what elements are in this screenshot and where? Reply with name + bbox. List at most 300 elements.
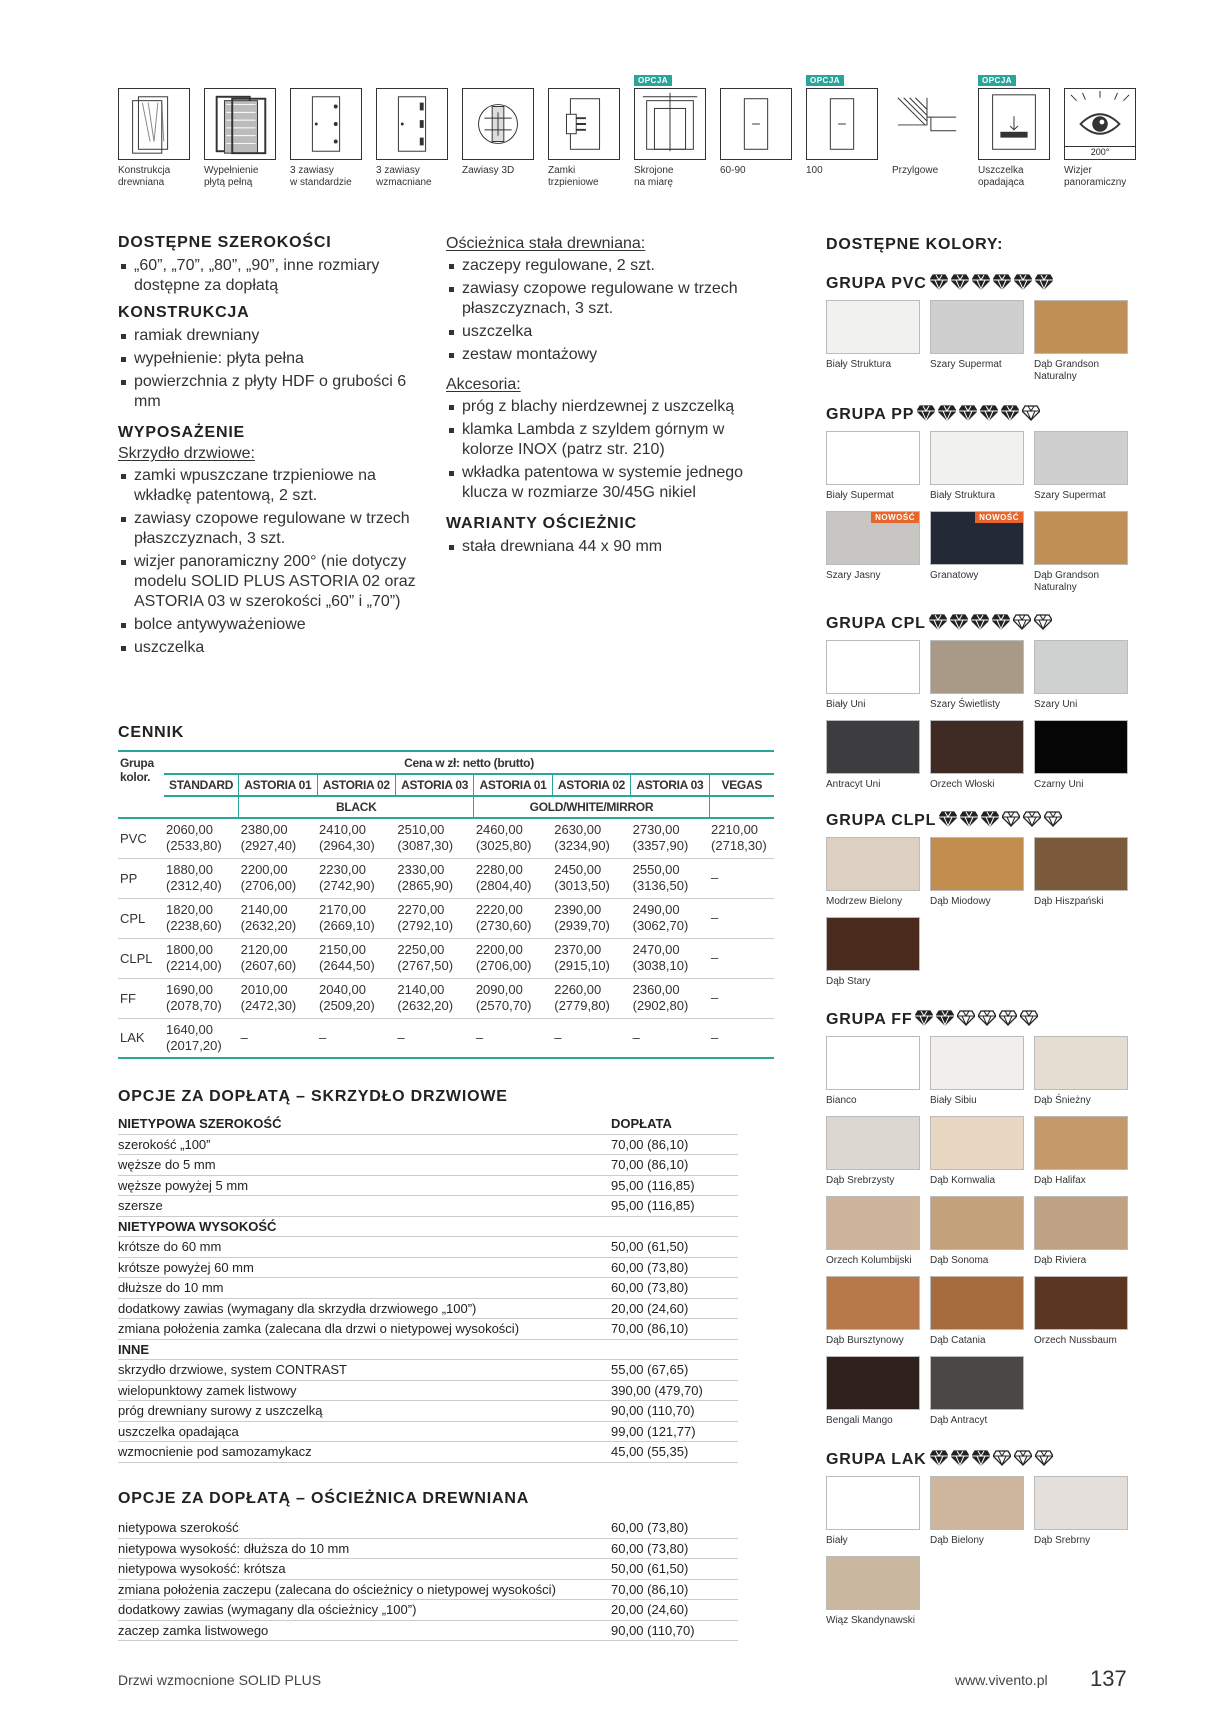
color-swatch-label: Orzech Kolumbijski — [826, 1255, 912, 1266]
color-swatch-label: Dąb Antracyt — [930, 1415, 988, 1426]
color-swatch-label: Modrzew Bielony — [826, 896, 903, 907]
color-group-title — [826, 405, 1040, 426]
construction-list — [118, 326, 418, 412]
color-swatch[interactable] — [826, 1556, 920, 1610]
color-swatch[interactable] — [1034, 1276, 1128, 1330]
price-cell — [317, 818, 395, 858]
diamond-icon — [930, 274, 948, 295]
color-swatch-label: Dąb Stary — [826, 976, 871, 987]
color-swatch-label: Dąb Miodowy — [930, 896, 991, 907]
price-cell — [395, 1018, 473, 1058]
price-cell — [631, 818, 709, 858]
color-swatch[interactable] — [826, 1116, 920, 1170]
option-label: zmiana położenia zaczepu (zalecana do ościeżnicy o nietypowej wysokości) — [118, 1581, 556, 1597]
option-label: szerokość „100” — [118, 1136, 211, 1152]
color-swatch[interactable] — [1034, 300, 1128, 354]
diamond-icon — [1023, 811, 1041, 832]
option-row — [118, 1401, 738, 1422]
price-cell — [474, 858, 552, 898]
color-swatch-label: Szary Supermat — [930, 359, 1002, 370]
option-label: NIETYPOWA SZEROKOŚĆ — [118, 1116, 282, 1131]
width-100-icon — [806, 88, 878, 160]
color-swatch[interactable] — [826, 837, 920, 891]
color-group-name: GRUPA CPL — [826, 615, 926, 632]
color-swatch[interactable] — [826, 1196, 920, 1250]
color-swatch-label: Biały Struktura — [930, 490, 996, 501]
price-cell — [164, 938, 239, 978]
color-group-title — [826, 1010, 1038, 1031]
color-swatch[interactable] — [826, 511, 920, 565]
column-header: VEGAS — [709, 774, 774, 796]
price-gross: (3087,30) — [397, 838, 454, 854]
option-label: węższe do 5 mm — [118, 1157, 216, 1172]
bolt-lock-icon — [548, 88, 620, 160]
price-net: 2450,00 — [554, 862, 602, 877]
color-swatch[interactable] — [1034, 720, 1128, 774]
color-swatch-label: Dąb Hiszpański — [1034, 896, 1104, 907]
price-net: 2200,00 — [475, 942, 523, 957]
option-row — [118, 1278, 738, 1299]
custom-size-icon — [634, 88, 706, 160]
option-price: 60,00 (73,80) — [611, 1520, 689, 1535]
accessories-title: Akcesoria: — [446, 376, 521, 393]
color-swatch-label: Biały Sibiu — [930, 1095, 977, 1106]
color-swatch[interactable] — [930, 431, 1024, 485]
middle-column — [446, 234, 746, 560]
price-net: – — [475, 1029, 484, 1045]
color-swatch-label: Wiąz Skandynawski — [826, 1615, 915, 1626]
column-header: ASTORIA 03 — [631, 774, 709, 796]
diamond-icon — [993, 1450, 1011, 1471]
width-60-90-icon — [720, 88, 792, 160]
price-cell — [239, 858, 317, 898]
diamond-icon — [960, 811, 978, 832]
option-label: NIETYPOWA WYSOKOŚĆ — [118, 1218, 277, 1234]
price-net: 2470,00 — [632, 942, 680, 957]
price-gross: (2570,70) — [475, 998, 532, 1013]
color-swatch-label: Szary Jasny — [826, 570, 881, 581]
price-gross: (2706,00) — [475, 958, 532, 973]
option-label: węższe powyżej 5 mm — [118, 1177, 249, 1193]
color-swatch-label: Szary Świetlisty — [930, 699, 1001, 710]
option-price: 50,00 (61,50) — [611, 1561, 689, 1576]
feature-label: Wypełnienie płytą pełną — [204, 165, 259, 188]
bullet-item: bolce antywyważeniowe — [118, 615, 418, 635]
price-cell — [395, 898, 473, 938]
door-leaf-list — [118, 466, 418, 658]
price-row — [118, 1018, 774, 1058]
frame-options-table — [118, 1518, 738, 1641]
price-gross: (3357,90) — [632, 838, 689, 854]
price-gross: (2644,50) — [319, 958, 375, 973]
price-net: 1800,00 — [166, 942, 213, 957]
price-cell — [474, 818, 552, 858]
diamond-icon — [959, 405, 977, 426]
black-header: BLACK — [239, 796, 474, 818]
peephole-icon — [1064, 88, 1136, 160]
option-label: zmiana położenia zamka (zalecana dla drzwi o nietypowej wysokości) — [118, 1321, 520, 1336]
price-gross: (2509,20) — [319, 998, 375, 1013]
gold-header: GOLD/WHITE/MIRROR — [474, 796, 709, 818]
color-swatch[interactable] — [826, 1036, 920, 1090]
price-net: 2210,00 — [711, 822, 759, 838]
color-swatch[interactable] — [930, 1036, 1024, 1090]
bullet-item: powierzchnia z płyty HDF o grubości 6 mm — [118, 372, 418, 412]
leaf-options-table — [118, 1114, 738, 1463]
diamond-icon — [981, 811, 999, 832]
price-net: 2330,00 — [397, 862, 445, 877]
price-row — [118, 978, 774, 1018]
option-row — [118, 1422, 738, 1443]
price-gross: (3038,10) — [632, 958, 689, 973]
price-net: 2120,00 — [240, 942, 288, 957]
price-cell — [631, 1018, 709, 1058]
price-net: – — [711, 870, 719, 885]
price-cell — [164, 978, 239, 1018]
price-gross: (2742,90) — [319, 878, 375, 893]
price-gross: (2902,80) — [632, 998, 689, 1013]
option-row — [118, 1621, 738, 1642]
price-net: 2040,00 — [319, 982, 367, 997]
feature-label: Zawiasy 3D — [462, 165, 515, 176]
option-row — [118, 1539, 738, 1560]
diamond-icon — [957, 1010, 975, 1031]
option-label: dłuższe do 10 mm — [118, 1280, 224, 1295]
price-net: 2140,00 — [397, 982, 445, 997]
price-net: 1690,00 — [166, 982, 213, 997]
bullet-item: stała drewniana 44 x 90 mm — [446, 537, 746, 557]
option-price: 70,00 (86,10) — [611, 1321, 689, 1336]
price-net: 2090,00 — [475, 982, 523, 997]
color-swatch[interactable] — [826, 300, 920, 354]
option-row — [118, 1319, 738, 1340]
option-label: nietypowa szerokość — [118, 1520, 239, 1535]
color-swatch[interactable] — [930, 720, 1024, 774]
color-swatch-label: Antracyt Uni — [826, 779, 881, 790]
color-swatch[interactable] — [930, 640, 1024, 694]
option-row — [118, 1360, 738, 1381]
price-net: 2060,00 — [166, 822, 213, 838]
color-swatch-label: Dąb Riviera — [1034, 1255, 1087, 1266]
price-gross: (2312,40) — [166, 878, 222, 893]
color-group-name: GRUPA CLPL — [826, 812, 937, 829]
diamond-icon — [1034, 614, 1052, 635]
price-gross: (2472,30) — [240, 998, 297, 1013]
feature-label: 60-90 — [720, 165, 746, 176]
color-swatch-label: Orzech Nussbaum — [1034, 1335, 1117, 1346]
diamond-icon — [1013, 614, 1031, 635]
left-column — [118, 234, 418, 661]
price-cell — [631, 938, 709, 978]
price-cell — [709, 858, 774, 898]
color-swatch[interactable] — [826, 431, 920, 485]
price-net: – — [711, 950, 719, 965]
diamond-icon — [929, 614, 947, 635]
option-row — [118, 1442, 738, 1463]
column-header-row — [118, 774, 774, 796]
option-label: INNE — [118, 1341, 150, 1357]
color-swatch[interactable] — [930, 837, 1024, 891]
feature-label: Wizjer panoramiczny — [1064, 165, 1127, 188]
price-cell — [552, 898, 630, 938]
bullet-item: zestaw montażowy — [446, 345, 746, 365]
feature-8 — [720, 88, 792, 177]
price-cell — [164, 818, 239, 858]
bullet-item: klamka Lambda z szyldem górnym w kolorze INOX (patrz str. 210) — [446, 420, 746, 460]
column-header: STANDARD — [164, 774, 239, 796]
option-section-header — [118, 1114, 738, 1135]
color-swatch-label: Orzech Włoski — [930, 779, 995, 790]
option-row — [118, 1155, 738, 1176]
frame-options-title: OPCJE ZA DOPŁATĄ – OŚCIEŻNICA DREWNIANA — [118, 1490, 530, 1507]
color-swatch-label: Dąb Bielony — [930, 1535, 984, 1546]
price-gross: (2792,10) — [397, 918, 454, 933]
price-net: 2270,00 — [397, 902, 445, 917]
feature-10 — [892, 88, 964, 177]
feature-4 — [376, 88, 448, 189]
bullet-item: wkładka patentowa w systemie jednego klucza w rozmiarze 30/45G nikiel — [446, 463, 746, 503]
accessories-list — [446, 397, 746, 503]
construction-title: KONSTRUKCJA — [118, 304, 250, 321]
price-net: 2630,00 — [554, 822, 602, 838]
price-cell — [709, 818, 774, 858]
price-cell — [317, 978, 395, 1018]
column-header: ASTORIA 02 — [552, 774, 630, 796]
frame-variants-title: WARIANTY OŚCIEŻNIC — [446, 515, 638, 532]
option-label: nietypowa wysokość: dłuższa do 10 mm — [118, 1540, 350, 1556]
option-price: 60,00 (73,80) — [611, 1259, 689, 1275]
feature-2 — [204, 88, 276, 189]
feature-label: Konstrukcja drewniana — [118, 165, 171, 188]
color-swatch[interactable] — [1034, 837, 1128, 891]
color-swatch[interactable] — [826, 1356, 920, 1410]
rebate-icon — [892, 88, 964, 160]
price-cell — [239, 818, 317, 858]
price-gross: (2214,00) — [166, 958, 222, 973]
option-price: 20,00 (24,60) — [611, 1300, 689, 1316]
price-cell — [164, 898, 239, 938]
color-swatch[interactable] — [826, 917, 920, 971]
option-price: 90,00 (110,70) — [611, 1403, 695, 1418]
color-swatch[interactable] — [826, 1276, 920, 1330]
price-gross: (2730,60) — [475, 918, 532, 933]
option-label: szersze — [118, 1198, 163, 1213]
price-cell — [317, 938, 395, 978]
price-gross: (2939,70) — [554, 918, 610, 933]
price-cell — [395, 818, 473, 858]
price-cell — [239, 1018, 317, 1058]
price-net: 2150,00 — [319, 942, 367, 957]
price-group: LAK — [118, 1018, 164, 1058]
option-price: 95,00 (116,85) — [611, 1198, 695, 1213]
option-section-header — [118, 1217, 738, 1238]
option-price: 70,00 (86,10) — [611, 1157, 689, 1172]
color-swatch[interactable] — [826, 640, 920, 694]
price-cell — [552, 1018, 630, 1058]
price-cell — [709, 898, 774, 938]
price-net: 2410,00 — [319, 822, 367, 838]
price-net: 1880,00 — [166, 862, 213, 877]
color-swatch-label: Dąb Catania — [930, 1335, 986, 1346]
bullet-item: zawiasy czopowe regulowane w trzech płaszczyznach, 3 szt. — [118, 509, 418, 549]
price-cell — [552, 978, 630, 1018]
price-caption: Cena w zł: netto (brutto) — [164, 752, 774, 774]
option-price — [611, 1217, 735, 1237]
price-net: 1820,00 — [166, 902, 213, 917]
feature-label: Przylgowe — [892, 165, 939, 176]
widths-list — [118, 256, 418, 296]
color-swatch[interactable] — [826, 720, 920, 774]
color-swatch[interactable] — [1034, 1036, 1128, 1090]
diamond-icon — [915, 1010, 933, 1031]
color-swatch[interactable] — [930, 1196, 1024, 1250]
diamond-icon — [951, 1450, 969, 1471]
option-price: 99,00 (121,77) — [611, 1423, 696, 1439]
color-swatch[interactable] — [1034, 511, 1128, 565]
option-label: dodatkowy zawias (wymagany dla ościeżnicy „100”) — [118, 1602, 417, 1617]
hinge-3d-icon — [462, 88, 534, 160]
diamond-icon — [1020, 1010, 1038, 1031]
color-swatch[interactable] — [1034, 431, 1128, 485]
price-net: 2280,00 — [475, 862, 523, 877]
color-swatch-label: Bianco — [826, 1095, 857, 1106]
door-leaf-title: Skrzydło drzwiowe: — [118, 445, 255, 462]
full-board-icon — [204, 88, 276, 160]
price-table — [118, 752, 774, 1059]
price-gross: (2767,50) — [397, 958, 454, 973]
price-net: – — [554, 1029, 562, 1045]
price-gross: (2964,30) — [319, 838, 375, 854]
footer-product: Drzwi wzmocnione SOLID PLUS — [118, 1672, 322, 1688]
bullet-item: uszczelka — [446, 322, 746, 342]
color-swatch[interactable] — [1034, 640, 1128, 694]
price-cell — [552, 858, 630, 898]
color-swatch[interactable] — [1034, 1196, 1128, 1250]
price-gross: (2915,10) — [554, 958, 610, 973]
option-row — [118, 1196, 738, 1217]
option-label: krótsze do 60 mm — [118, 1239, 222, 1254]
color-group-name: GRUPA PP — [826, 406, 915, 423]
diamond-icon — [999, 1010, 1017, 1031]
price-net: 2170,00 — [319, 902, 367, 917]
color-swatch-label: Dąb Śnieżny — [1034, 1095, 1091, 1106]
price-net: – — [240, 1029, 248, 1045]
price-cell — [239, 898, 317, 938]
color-swatch-label: Biały — [826, 1535, 848, 1546]
option-row — [118, 1135, 738, 1156]
footer-url[interactable]: www.vivento.pl — [955, 1672, 1048, 1688]
feature-12 — [1064, 88, 1136, 189]
price-cell — [317, 858, 395, 898]
feature-11 — [978, 76, 1050, 189]
price-group: CLPL — [118, 938, 164, 978]
page-number: 137 — [1090, 1666, 1127, 1691]
price-net: 2140,00 — [240, 902, 288, 917]
price-net: 2200,00 — [240, 862, 288, 877]
color-swatch-label: Dąb Bursztynowy — [826, 1335, 904, 1346]
feature-label: Uszczelka opadająca — [978, 165, 1025, 188]
color-swatch[interactable] — [930, 1476, 1024, 1530]
price-group: PP — [118, 858, 164, 898]
price-cell — [552, 938, 630, 978]
option-label: nietypowa wysokość: krótsza — [118, 1561, 286, 1576]
price-cell — [631, 898, 709, 938]
price-gross: (2632,20) — [240, 918, 297, 933]
color-swatch[interactable] — [1034, 1476, 1128, 1530]
price-net: 2250,00 — [397, 942, 445, 957]
price-gross: (3025,80) — [475, 838, 532, 854]
price-group: PVC — [118, 818, 164, 858]
color-swatch[interactable] — [1034, 1116, 1128, 1170]
option-price: 390,00 (479,70) — [611, 1382, 703, 1398]
equipment-title: WYPOSAŻENIE — [118, 424, 246, 441]
option-label: wielopunktowy zamek listwowy — [118, 1382, 297, 1398]
frame-variants-list — [446, 537, 746, 557]
color-group-name: GRUPA PVC — [826, 275, 927, 292]
feature-label: 3 zawiasy w standardzie — [290, 165, 352, 188]
price-net: 2550,00 — [632, 862, 680, 877]
option-row — [118, 1559, 738, 1580]
frame-list — [446, 256, 746, 365]
price-row — [118, 818, 774, 858]
price-net: 2370,00 — [554, 942, 602, 957]
diamond-icon — [917, 405, 935, 426]
color-swatch-label: Dąb Grandson Naturalny — [1034, 359, 1100, 382]
diamond-icon — [1014, 274, 1032, 295]
color-swatch-label: Dąb Halifax — [1034, 1175, 1086, 1186]
diamond-icon — [1035, 1450, 1053, 1471]
diamond-icon — [978, 1010, 996, 1031]
diamond-icon — [1022, 405, 1040, 426]
feature-9 — [806, 76, 878, 177]
price-net: 2730,00 — [632, 822, 680, 838]
color-swatch-label: Biały Uni — [826, 699, 866, 710]
option-label: wzmocnienie pod samozamykacz — [118, 1444, 312, 1459]
diamond-icon — [1002, 811, 1020, 832]
feature-label: 100 — [806, 165, 823, 176]
price-cell — [709, 978, 774, 1018]
price-net: – — [632, 1029, 640, 1045]
diamond-icon — [930, 1450, 948, 1471]
color-swatch-label: Czarny Uni — [1034, 779, 1084, 790]
option-row — [118, 1299, 738, 1320]
color-swatch[interactable] — [930, 511, 1024, 565]
color-swatch[interactable] — [930, 1276, 1024, 1330]
diamond-icon — [971, 614, 989, 635]
color-swatch[interactable] — [930, 1356, 1024, 1410]
color-group-name: GRUPA FF — [826, 1011, 913, 1028]
color-swatch[interactable] — [826, 1476, 920, 1530]
option-price: 20,00 (24,60) — [611, 1602, 689, 1617]
bullet-item: ramiak drewniany — [118, 326, 418, 346]
option-price: 70,00 (86,10) — [611, 1581, 689, 1597]
price-gross: (2078,70) — [166, 998, 222, 1013]
column-header: ASTORIA 03 — [395, 774, 473, 796]
option-row — [118, 1600, 738, 1621]
price-gross: (2238,60) — [166, 918, 222, 933]
price-cell — [474, 898, 552, 938]
price-net: 2490,00 — [632, 902, 680, 917]
color-swatch-label: Granatowy — [930, 570, 979, 581]
color-swatch[interactable] — [930, 300, 1024, 354]
color-swatch[interactable] — [930, 1116, 1024, 1170]
price-net: 2010,00 — [240, 982, 288, 997]
option-badge: OPCJA — [806, 75, 844, 86]
price-gross: (2632,20) — [397, 998, 454, 1013]
price-cell — [395, 978, 473, 1018]
option-row — [118, 1258, 738, 1279]
bullet-item: zawiasy czopowe regulowane w trzech płaszczyznach, 3 szt. — [446, 279, 746, 319]
